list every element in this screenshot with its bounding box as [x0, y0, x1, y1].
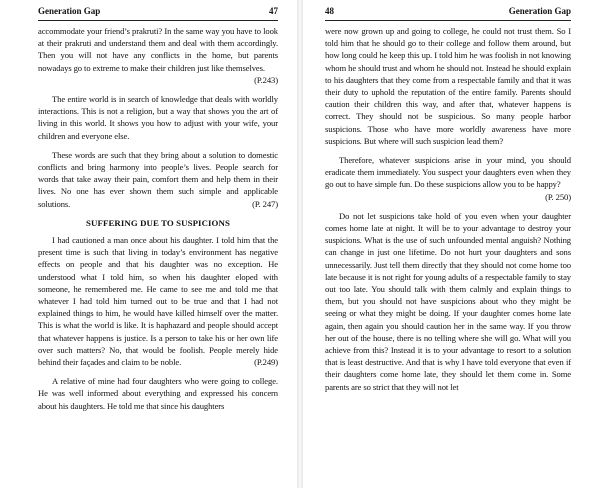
paragraph	[325, 154, 571, 203]
left-page-number: 47	[269, 6, 278, 16]
right-running-title: Generation Gap	[508, 6, 571, 16]
right-page-body	[325, 25, 571, 393]
paragraph	[38, 149, 278, 210]
paragraph	[38, 25, 278, 86]
paragraph	[38, 234, 278, 368]
paragraph	[38, 375, 278, 412]
right-page	[303, 0, 599, 488]
paragraph-text: These words are such that they bring about a solution to domestic conflicts and bring harmony into people’s lives. People search for words that take away their pain, comfort them and help them in their lives. No one has ever shown them such simple and applicable solutions.	[38, 149, 278, 209]
paragraph-text: accommodate your friend’s prakruti? In the same way you have to look at their prakruti and understand them and deal with them accordingly. Then you will not have any conflicts in the home, but parents nowadays go to extreme to make their children just like themselves.	[38, 26, 278, 73]
paragraph-text: Do not let suspicions take hold of you even when your daughter comes home late at night. It will be to your advantage to destroy your suspicions. What is the use of such unfounded mental anguish? Nothing can change in just one lifetime. Do not hurt your daughters and sons unnecessarily. Just tell them directly that they should not come home too late because it is not right for young adults of a respectable family to stay out too late. You should talk with them calmly and explain things to them, but you should not have suspicions about who they might be seeing or what they might be doing. If your daughter comes home late again, then again you should caution her in the same way. If you throw her out of the house, there is no telling where she will go. What will you achieve from this? Instead it is to your advantage to resort to a solution that is least destructive. And that is why I have told everyone that even if their daughters come home late, they should let them come in. Some parents are so strict that they will not let	[325, 210, 571, 392]
paragraph-text: were now grown up and going to college, he could not trust them. So I told him that he should go to their college and follow them around, but how long could he keep this up. I told him he was foolish in not knowing whom he should trust and whom he should not. Instead he should explain to his daughters that they come from a respectable family and that it was their duty to uphold the reputation of the entire family. Parents should caution their children this way, and after that, whatever happens is correct. They should not be suspicious. So many people harbor suspicions. Those who have more worldly awareness have more suspicions. But where will such suspicion lead them?	[325, 26, 571, 146]
paragraph-text: I had cautioned a man once about his daughter. I told him that the present time is such that living in today’s environment has negative effects on people and that his daughter was no exception. He understood what I told him, so when his daughter eloped with someone, he remembered me. He came to see me and told me that whatever I had told him turned out to be true and that I had not explained things to him, he would have killed himself over the matter. This is what the world is like. It is haphazard and people should accept that whatever happens is justice. Is a person to take his or her own life over such matters? No, that would be foolish. People merely hide behind their façades and claim to be noble.	[38, 235, 278, 368]
left-running-title: Generation Gap	[38, 6, 101, 16]
paragraph	[38, 93, 278, 142]
page-reference: (P. 247)	[252, 198, 278, 209]
section-heading: SUFFERING DUE TO SUSPICIONS	[86, 217, 230, 228]
paragraph-text: The entire world is in search of knowledge that deals with worldly interactions. This is not a religion, but a way that shows you the art of living in this world. It shows you how to adjust with your wife, your children and everyone else.	[38, 94, 278, 141]
right-page-header	[325, 6, 571, 21]
left-page-body	[38, 25, 278, 412]
paragraph-text: Therefore, whatever suspicions arise in your mind, you should eradicate them immediately. You suspect your daughters even when they go out to have simple fun. Do these suspicions allow you to be happy?	[325, 155, 571, 190]
paragraph-text: A relative of mine had four daughters who were going to college. He was well informed about everything and expressed his concern about his daughters. He told me that since his daughters	[38, 376, 278, 411]
page-reference: (P.243)	[254, 74, 278, 85]
page-reference: (P. 250)	[545, 191, 571, 202]
page-reference: (P.249)	[254, 357, 278, 368]
right-page-number: 48	[325, 6, 334, 16]
left-page-header	[38, 6, 278, 21]
paragraph	[325, 210, 571, 393]
left-page	[0, 0, 296, 488]
paragraph	[325, 25, 571, 147]
